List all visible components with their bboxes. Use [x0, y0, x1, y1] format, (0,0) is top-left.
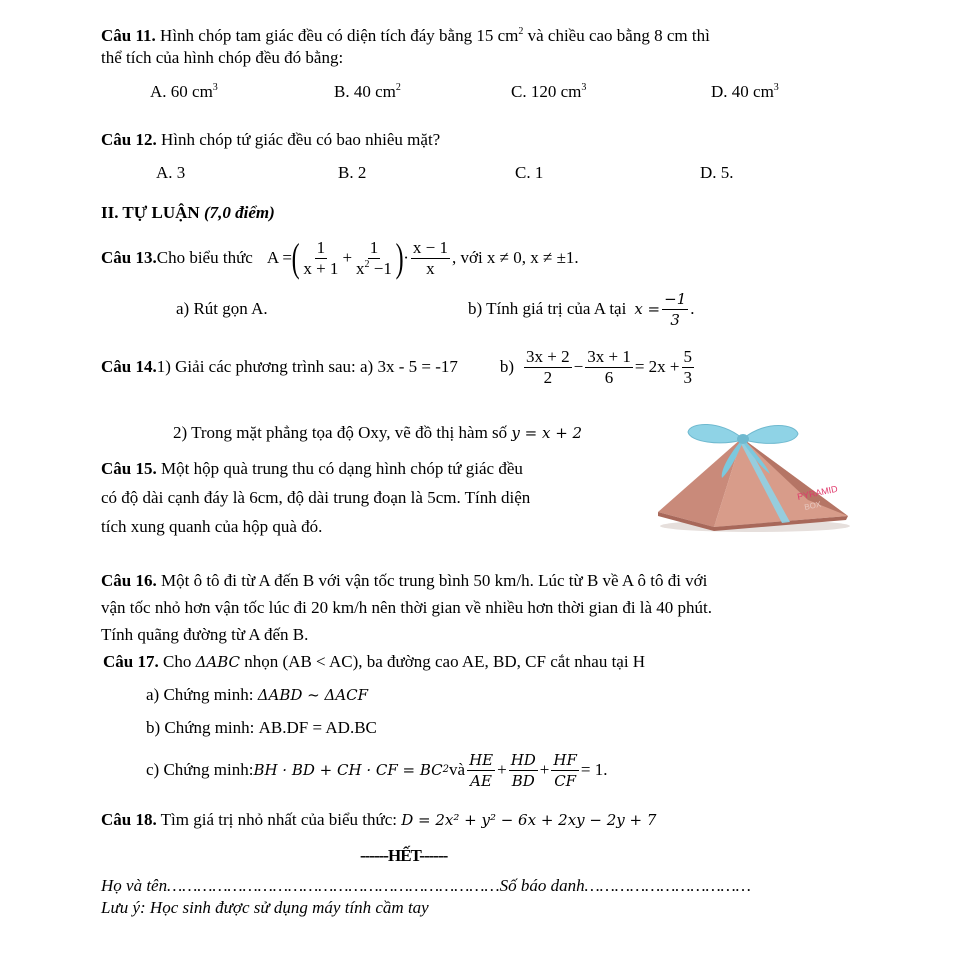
q13-frac2: $\frac{1}{x^2 -1}$ [356, 237, 392, 278]
q11-option-d: D. 40 $cm^3$ [711, 82, 779, 101]
q13-paren-open: ( [291, 235, 300, 280]
q16-line3: Tính quãng đường từ A đến B. [101, 625, 309, 644]
q17-line: Câu 17. Cho ΔABC nhọn (AB < AC), ba đường cao AE, BD, CF cắt nhau tại H [103, 652, 646, 671]
q13-line [101, 233, 579, 283]
q12-text: Hình chóp tứ giác đều có bao nhiêu mặt? [156, 130, 441, 149]
q12-label: Câu 12. [101, 130, 157, 149]
q13-part-b: b) Tính giá trị của A tại x = $\frac{-1}{3}$ . [468, 289, 695, 329]
q16-line2: vận tốc nhỏ hơn vận tốc lúc đi 20 km/h nên thời gian về nhiều hơn thời gian đi là 40 phút. [101, 598, 713, 617]
q11-option-c: C. 120 $cm^3$ [511, 82, 587, 101]
q14-eq: = 2x + [634, 357, 680, 376]
q14-frac1: $\frac{3x + 2}{2}$ [526, 346, 570, 387]
q15-line2: có độ dài cạnh đáy là 6cm, độ dài trung đoạn là 5cm. Tính diện [101, 488, 531, 507]
pyramid-sub: BOX [803, 499, 822, 512]
q13-condition: , với x ≠ 0, x ≠ ±1. [451, 248, 579, 267]
footer-name-line: Họ và tên…………………………………………………………Số báo danh…………………………… [101, 876, 751, 895]
q13-plus: + [342, 248, 353, 267]
q12-option-a: A. 3 [156, 163, 186, 182]
end-marker: ------HẾT------ [360, 846, 448, 865]
q17-part-c: c) Chứng minh: BH · BD + CH · CF = BC 2 và $\frac{HE}{AE}$ + $\frac{HD}{BD}$ + $\frac{HF}{CF}$ = 1. [146, 750, 608, 790]
pyramid-gift-box-image [650, 420, 860, 535]
footer-note: Lưu ý: Học sinh được sử dụng máy tính cầm tay [101, 898, 429, 917]
q14-label: Câu 14. [101, 357, 157, 376]
q13-dot: · [403, 248, 409, 267]
q16-line1: Câu 16. Một ô tô đi từ A đến B với vận tốc trung bình 50 km/h. Lúc từ B về A ô tô đi với [101, 571, 708, 590]
q18-label: Câu 18. [101, 810, 157, 829]
q14-line [101, 344, 696, 390]
q12-option-d: D. 5. [700, 163, 734, 182]
q13-frac3: $\frac{x - 1}{x}$ [412, 237, 448, 278]
q13-part-a: a) Rút gọn A. [176, 299, 268, 318]
q13-frac1: $\frac{1}{x + 1}$ [303, 237, 339, 278]
q11-option-b: B. 40 $cm^2$ [334, 82, 401, 101]
q18-line: Câu 18. Tìm giá trị nhỏ nhất của biểu thức: D = 2x² + y² − 6x + 2xy − 2y + 7 [101, 810, 657, 829]
q11-label: Câu 11. [101, 26, 156, 45]
q17-part-b: b) Chứng minh: AB.DF = AD.BC [146, 718, 377, 737]
q11-option-a: A. 60 $cm^3$ [150, 82, 218, 101]
q17-part-a: a) Chứng minh: ΔABD ~ ΔACF [146, 685, 369, 704]
q13-text: Cho biểu thức [156, 248, 253, 267]
q16-label: Câu 16. [101, 571, 157, 590]
q14-frac2: $\frac{3x + 1}{6}$ [587, 346, 631, 387]
q15-label: Câu 15. [101, 459, 157, 478]
q13-label: Câu 13. [101, 248, 157, 267]
q14-part2: 2) Trong mặt phẳng tọa độ Oxy, vẽ đồ thị hàm số y = x + 2 [173, 423, 583, 442]
q13-paren-close: ) [395, 235, 404, 280]
q11-text1-end: và chiều cao bằng 8 cm thì [523, 26, 710, 45]
q17-label: Câu 17. [103, 652, 159, 671]
q11-line1 [101, 26, 710, 46]
q15-line3: tích xung quanh của hộp quà đó. [101, 517, 323, 536]
q11-line2: thể tích của hình chóp đều đó bằng: [101, 48, 344, 67]
q11-text1: Hình chóp tam giác đều có diện tích đáy bằng 15 cm [155, 26, 519, 45]
q18-expression: D = 2x² + y² − 6x + 2xy − 2y + 7 [401, 811, 657, 829]
q14-text: 1) Giải các phương trình sau: a) 3x - 5 = -17 [156, 357, 458, 376]
q13-lhs: A = [266, 248, 293, 267]
section2-title: II. TỰ LUẬN (7,0 điểm) [101, 203, 275, 222]
q15-line1: Câu 15. Một hộp quà trung thu có dạng hình chóp tứ giác đều [101, 459, 523, 478]
q13-b-frac: $\frac{-1}{3}$ [664, 289, 687, 329]
q14-function: y = x + 2 [511, 424, 583, 442]
q17-triangle: ΔABC [195, 653, 241, 671]
q14-minus: − [573, 357, 584, 376]
q11-exp: 2 [518, 26, 524, 37]
pyramid-brand: PYRAMID [796, 483, 839, 502]
q12-line [101, 130, 440, 150]
q12-option-b: B. 2 [338, 163, 367, 182]
section2-points: (7,0 điểm) [203, 203, 275, 222]
q14-frac3: $\frac{5}{3}$ [683, 346, 693, 387]
q12-option-c: C. 1 [515, 163, 544, 182]
q14-b-label: b) [499, 357, 515, 376]
